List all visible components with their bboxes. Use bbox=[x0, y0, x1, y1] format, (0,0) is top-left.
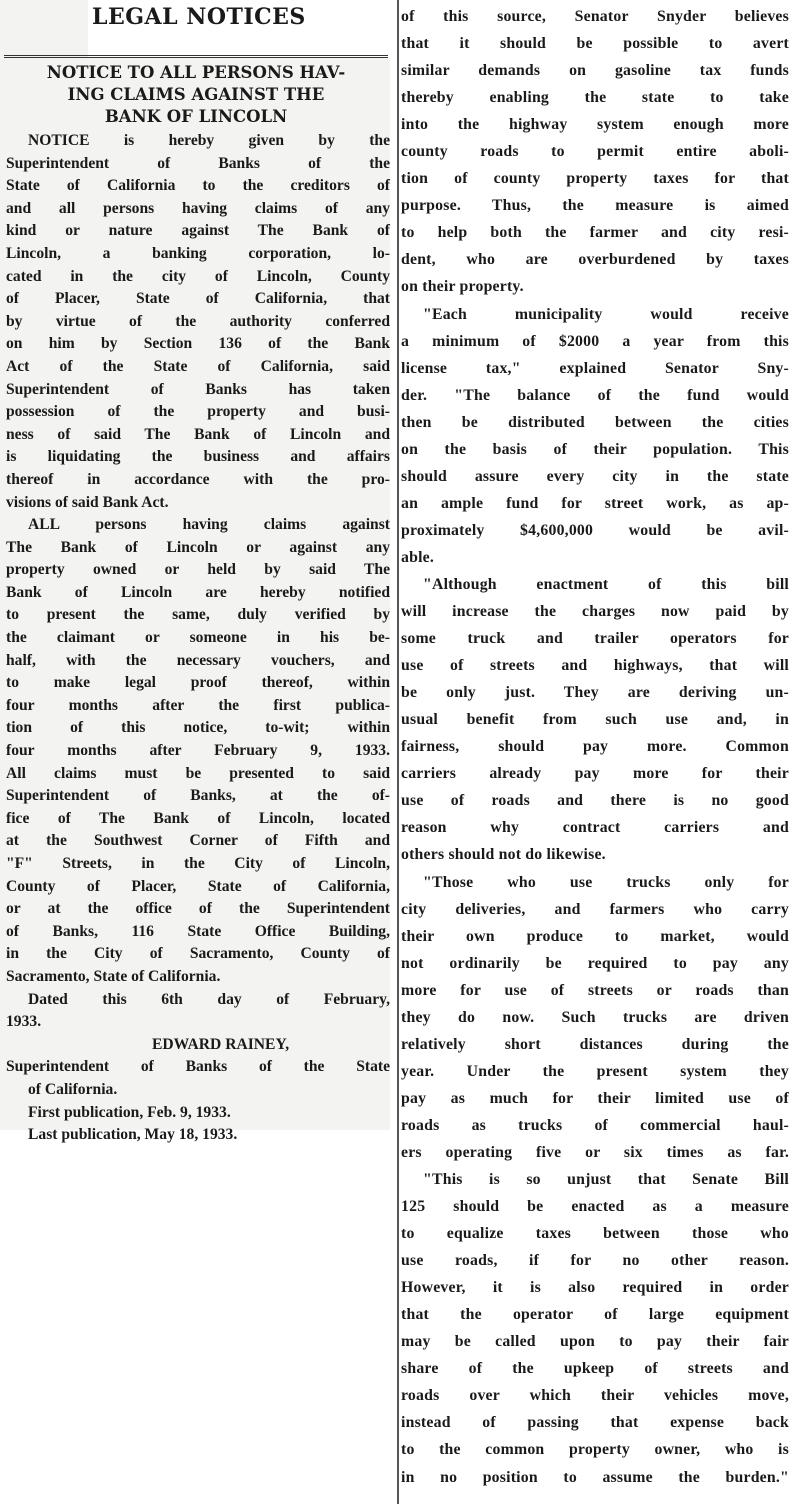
notice-text-line: of Placer, State of California, that bbox=[6, 290, 390, 308]
article-text-line: use roads, if for no other reason. bbox=[401, 1252, 789, 1270]
article-text-line: "Those who use trucks only for bbox=[423, 873, 789, 891]
notice-text-line: at the Southwest Corner of Fifth and bbox=[6, 832, 390, 850]
article-text-line: will increase the charges now paid by bbox=[401, 603, 789, 621]
article-text-line: However, it is also required in order bbox=[401, 1279, 789, 1297]
notice-text-line: of Banks, 116 State Office Building, bbox=[6, 922, 390, 940]
article-text-line: purpose. Thus, the measure is aimed bbox=[401, 197, 789, 215]
article-text-line: county roads to permit entire aboli- bbox=[401, 143, 789, 161]
article-text-line: on their property. bbox=[401, 278, 524, 296]
article-text-line: license tax," explained Senator Sny- bbox=[401, 359, 789, 377]
notice-text-line: the claimant or someone in his be- bbox=[6, 629, 390, 647]
article-text-line: fairness, should pay more. Common bbox=[401, 738, 789, 756]
article-text-line: some truck and trailer operators for bbox=[401, 630, 789, 648]
notice-text-line: or at the office of the Superintendent bbox=[6, 900, 390, 918]
notice-body bbox=[6, 130, 390, 1147]
article-text-line: der. "The balance of the fund would bbox=[401, 386, 789, 404]
article-text-line: of this source, Senator Snyder believes bbox=[401, 8, 789, 25]
notice-heading-line: ING CLAIMS AGAINST THE bbox=[67, 85, 325, 104]
notice-text-line: 1933. bbox=[6, 1013, 42, 1031]
article-text-line: roads over which their vehicles move, bbox=[401, 1387, 789, 1405]
article-text-line: to equalize taxes between those who bbox=[401, 1225, 789, 1243]
notice-text-line: by virtue of the authority conferred bbox=[6, 312, 390, 330]
article-text-line: "Each municipality would receive bbox=[423, 305, 789, 323]
notice-text-line: of California. bbox=[28, 1080, 118, 1098]
section-title: LEGAL NOTICES bbox=[92, 4, 306, 30]
notice-text-line: NOTICE is hereby given by the bbox=[28, 132, 390, 149]
notice-text-line: EDWARD RAINEY, bbox=[152, 1035, 290, 1053]
notice-text-line: on him by Section 136 of the Bank bbox=[6, 335, 390, 353]
article-text-line: similar demands on gasoline tax funds bbox=[401, 62, 789, 80]
article-text-line: to the common property owner, who is bbox=[401, 1441, 789, 1459]
article-text-line: reason why contract carriers and bbox=[401, 819, 789, 837]
article-text-line: relatively short distances during the bbox=[401, 1035, 789, 1053]
article-text-line: 125 should be enacted as a measure bbox=[401, 1198, 789, 1216]
article-text-line: proximately $4,600,000 would be avil- bbox=[401, 521, 789, 539]
article-text-line: year. Under the present system they bbox=[401, 1062, 789, 1080]
article-text-line: usual benefit from such use and, in bbox=[401, 711, 789, 729]
notice-text-line: to present the same, duly verified by bbox=[6, 606, 390, 624]
article-text-line: that the operator of large equipment bbox=[401, 1306, 789, 1324]
notice-text-line: tion of this notice, to-wit; within bbox=[6, 719, 390, 737]
article-text-line: an ample fund for street work, as ap- bbox=[401, 494, 789, 512]
notice-text-line: All claims must be presented to said bbox=[6, 764, 390, 782]
article-text-line: use of roads and there is no good bbox=[401, 792, 789, 810]
notice-text-line: in the City of Sacramento, County of bbox=[6, 945, 390, 963]
notice-text-line: First publication, Feb. 9, 1933. bbox=[28, 1103, 231, 1121]
article-text-line: use of streets and highways, that will bbox=[401, 657, 789, 675]
notice-heading bbox=[4, 62, 388, 128]
notice-text-line: The Bank of Lincoln or against any bbox=[6, 538, 390, 556]
article-text-line: others should not do likewise. bbox=[401, 846, 606, 864]
notice-text-line: possession of the property and busi- bbox=[6, 403, 390, 421]
notice-heading-line: NOTICE TO ALL PERSONS HAV- bbox=[46, 63, 346, 82]
article-text-line: instead of passing that expense back bbox=[401, 1414, 789, 1432]
article-text-line: into the highway system enough more bbox=[401, 116, 789, 134]
notice-heading-line: BANK OF LINCOLN bbox=[104, 107, 288, 126]
article-text-line: to help both the farmer and city resi- bbox=[401, 224, 789, 242]
article-text-line: dent, who are overburdened by taxes bbox=[401, 251, 789, 269]
notice-text-line: ness of said The Bank of Lincoln and bbox=[6, 425, 390, 443]
article-text-line: ers operating five or six times as far. bbox=[401, 1143, 789, 1161]
notice-text-line: Last publication, May 18, 1933. bbox=[28, 1126, 238, 1144]
notice-text-line: fice of The Bank of Lincoln, located bbox=[6, 809, 390, 827]
article-text-line: not ordinarily be required to pay any bbox=[401, 954, 789, 972]
notice-text-line: "F" Streets, in the City of Lincoln, bbox=[6, 855, 390, 872]
article-text-line: share of the upkeep of streets and bbox=[401, 1360, 789, 1378]
notice-text-line: kind or nature against The Bank of bbox=[6, 222, 390, 240]
notice-text-line: is liquidating the business and affairs bbox=[6, 448, 390, 466]
notice-text-line: Act of the State of California, said bbox=[6, 357, 390, 375]
notice-text-line: property owned or held by said The bbox=[6, 561, 390, 579]
column-rule bbox=[397, 0, 399, 1504]
article-text-line: may be called upon to pay their fair bbox=[401, 1333, 789, 1351]
notice-text-line: ALL persons having claims against bbox=[28, 516, 390, 534]
notice-text-line: four months after February 9, 1933. bbox=[6, 742, 390, 760]
article-text-line: their own produce to market, would bbox=[401, 927, 789, 945]
article-text-line: city deliveries, and farmers who carry bbox=[401, 900, 789, 918]
article-text-line: on the basis of their population. This bbox=[401, 440, 789, 458]
notice-text-line: Bank of Lincoln are hereby notified bbox=[6, 583, 390, 601]
notice-text-line: County of Placer, State of California, bbox=[6, 877, 390, 895]
notice-text-line: Superintendent of Banks of the State bbox=[6, 1058, 390, 1076]
notice-text-line: four months after the first publica- bbox=[6, 696, 390, 714]
article-text-line: roads as trucks of commercial haul- bbox=[401, 1116, 789, 1134]
article-text-line: "Although enactment of this bill bbox=[423, 575, 789, 593]
notice-text-line: Dated this 6th day of February, bbox=[28, 990, 390, 1008]
article-text-line: that it should be possible to avert bbox=[401, 35, 789, 53]
notice-text-line: half, with the necessary vouchers, and bbox=[6, 651, 390, 669]
article-text-line: able. bbox=[401, 548, 435, 566]
article-text-line: carriers already pay more for their bbox=[401, 765, 789, 783]
article-text-line: thereby enabling the state to take bbox=[401, 89, 789, 107]
notice-text-line: Superintendent of Banks, at the of- bbox=[6, 787, 390, 805]
notice-text-line: to make legal proof thereof, within bbox=[6, 674, 390, 692]
article-text-line: in no position to assume the burden." bbox=[401, 1468, 789, 1486]
article-text-line: tion of county property taxes for that bbox=[401, 170, 789, 188]
article-text-line: pay as much for their limited use of bbox=[401, 1089, 789, 1107]
notice-text-line: cated in the city of Lincoln, County bbox=[6, 267, 390, 285]
notice-text-line: Superintendent of Banks has taken bbox=[6, 380, 390, 398]
notice-text-line: Lincoln, a banking corporation, lo- bbox=[6, 244, 390, 262]
notice-text-line: and all persons having claims of any bbox=[6, 199, 390, 217]
legal-notices-column bbox=[0, 0, 390, 1144]
notice-text-line: Sacramento, State of California. bbox=[6, 967, 221, 985]
notice-text-line: Superintendent of Banks of the bbox=[6, 154, 390, 172]
article-text-line: be only just. They are deriving un- bbox=[401, 684, 789, 702]
article-text-line: a minimum of $2000 a year from this bbox=[401, 332, 789, 350]
notice-text-line: visions of said Bank Act. bbox=[6, 493, 169, 511]
notice-text-line: State of California to the creditors of bbox=[6, 177, 390, 195]
article-continuation bbox=[401, 3, 789, 1491]
article-text-line: they do now. Such trucks are driven bbox=[401, 1008, 789, 1026]
article-text-line: more for use of streets or roads than bbox=[401, 981, 789, 999]
article-text-line: "This is so unjust that Senate Bill bbox=[423, 1171, 789, 1189]
article-text-line: then be distributed between the cities bbox=[401, 413, 789, 431]
notice-text-line: thereof in accordance with the pro- bbox=[6, 470, 390, 488]
article-text-line: should assure every city in the state bbox=[401, 467, 789, 485]
